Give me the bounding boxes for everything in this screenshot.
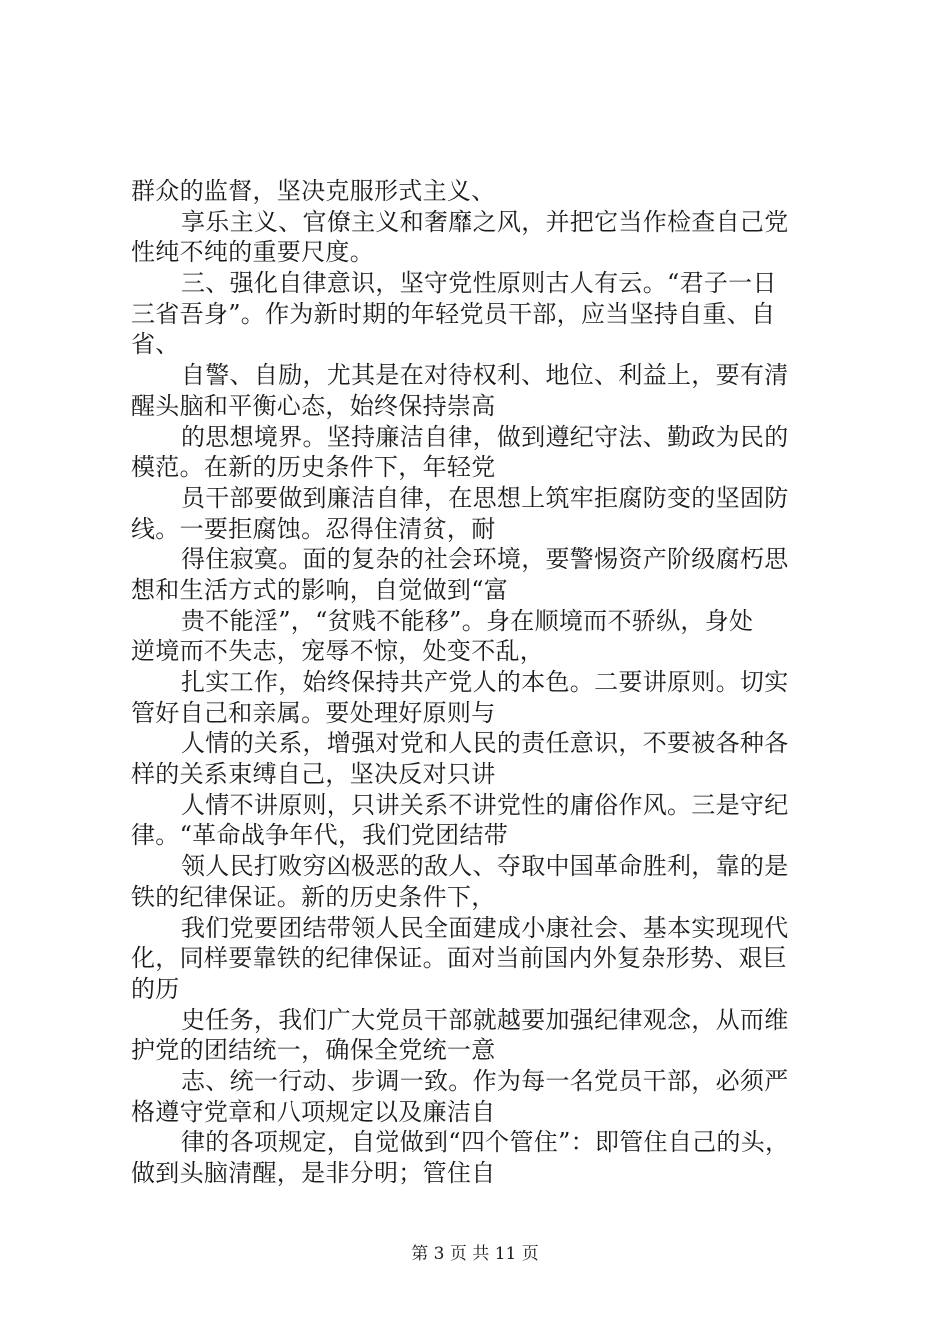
text-line: 员干部要做到廉洁自律，在思想上筑牢拒腐防变的坚固防 — [181, 483, 789, 512]
text-line: 格遵守党章和八项规定以及廉洁自 — [131, 1097, 496, 1126]
text-line: 省、 — [131, 330, 180, 359]
text-line: 想和生活方式的影响，自觉做到“富 — [131, 575, 509, 604]
text-line: 醒头脑和平衡心态，始终保持崇高 — [131, 391, 496, 420]
text-line: 享乐主义、官僚主义和奢靡之风，并把它当作检查自己党 — [181, 207, 789, 236]
text-line: 群众的监督，坚决克服形式主义、 — [131, 177, 496, 205]
text-line: 人情不讲原则，只讲关系不讲党性的庸俗作风。三是守纪 — [181, 790, 789, 819]
text-line: 模范。在新的历史条件下，年轻党 — [131, 453, 496, 482]
text-line: 做到头脑清醒，是非分明；管住自 — [131, 1159, 496, 1187]
text-line: 自警、自励，尤其是在对待权利、地位、利益上，要有清 — [181, 361, 789, 390]
text-line: 人情的关系，增强对党和人民的责任意识，不要被各种各 — [181, 729, 789, 758]
text-line: 样的关系束缚自己，坚决反对只讲 — [131, 760, 496, 789]
text-line: 逆境而不失志，宠辱不惊，处变不乱， — [131, 637, 545, 666]
text-line: 志、统一行动、步调一致。作为每一名党员干部，必须严 — [181, 1066, 789, 1095]
text-line: 扎实工作，始终保持共产党人的本色。二要讲原则。切实 — [181, 668, 789, 696]
text-line: 化，同样要靠铁的纪律保证。面对当前国内外复杂形势、艰巨 — [131, 944, 788, 973]
text-line: 律的各项规定，自觉做到“四个管住”：即管住自己的头， — [181, 1128, 790, 1157]
text-line: 性纯不纯的重要尺度。 — [131, 238, 374, 267]
text-line: 三、强化自律意识，坚守党性原则古人有云。“君子一日 — [181, 269, 777, 298]
text-line: 律。“革命战争年代，我们党团结带 — [131, 821, 509, 850]
text-line: 史任务，我们广大党员干部就越要加强纪律观念，从而维 — [181, 1005, 789, 1034]
text-line: 的历 — [131, 974, 180, 1003]
text-line: 得住寂寞。面的复杂的社会环境，要警惕资产阶级腐朽思 — [181, 545, 789, 574]
text-line: 护党的团结统一，确保全党统一意 — [131, 1036, 496, 1065]
text-line: 三省吾身”。作为新时期的年轻党员干部，应当坚持自重、自 — [131, 299, 776, 328]
page-footer: 第 3 页 共 11 页 — [411, 1244, 539, 1264]
text-line: 铁的纪律保证。新的历史条件下， — [131, 882, 496, 911]
text-line: 贵不能淫”，“贫贱不能移”。身在顺境而不骄纵，身处 — [181, 606, 754, 635]
text-line: 线。一要拒腐蚀。忍得住清贫，耐 — [131, 514, 496, 543]
text-line: 领人民打败穷凶极恶的敌人、夺取中国革命胜利，靠的是 — [181, 852, 789, 881]
text-line: 我们党要团结带领人民全面建成小康社会、基本实现现代 — [181, 913, 789, 942]
text-line: 的思想境界。坚持廉洁自律，做到遵纪守法、勤政为民的 — [181, 422, 789, 451]
text-line: 管好自己和亲属。要处理好原则与 — [131, 698, 496, 727]
body-text — [131, 176, 836, 1189]
